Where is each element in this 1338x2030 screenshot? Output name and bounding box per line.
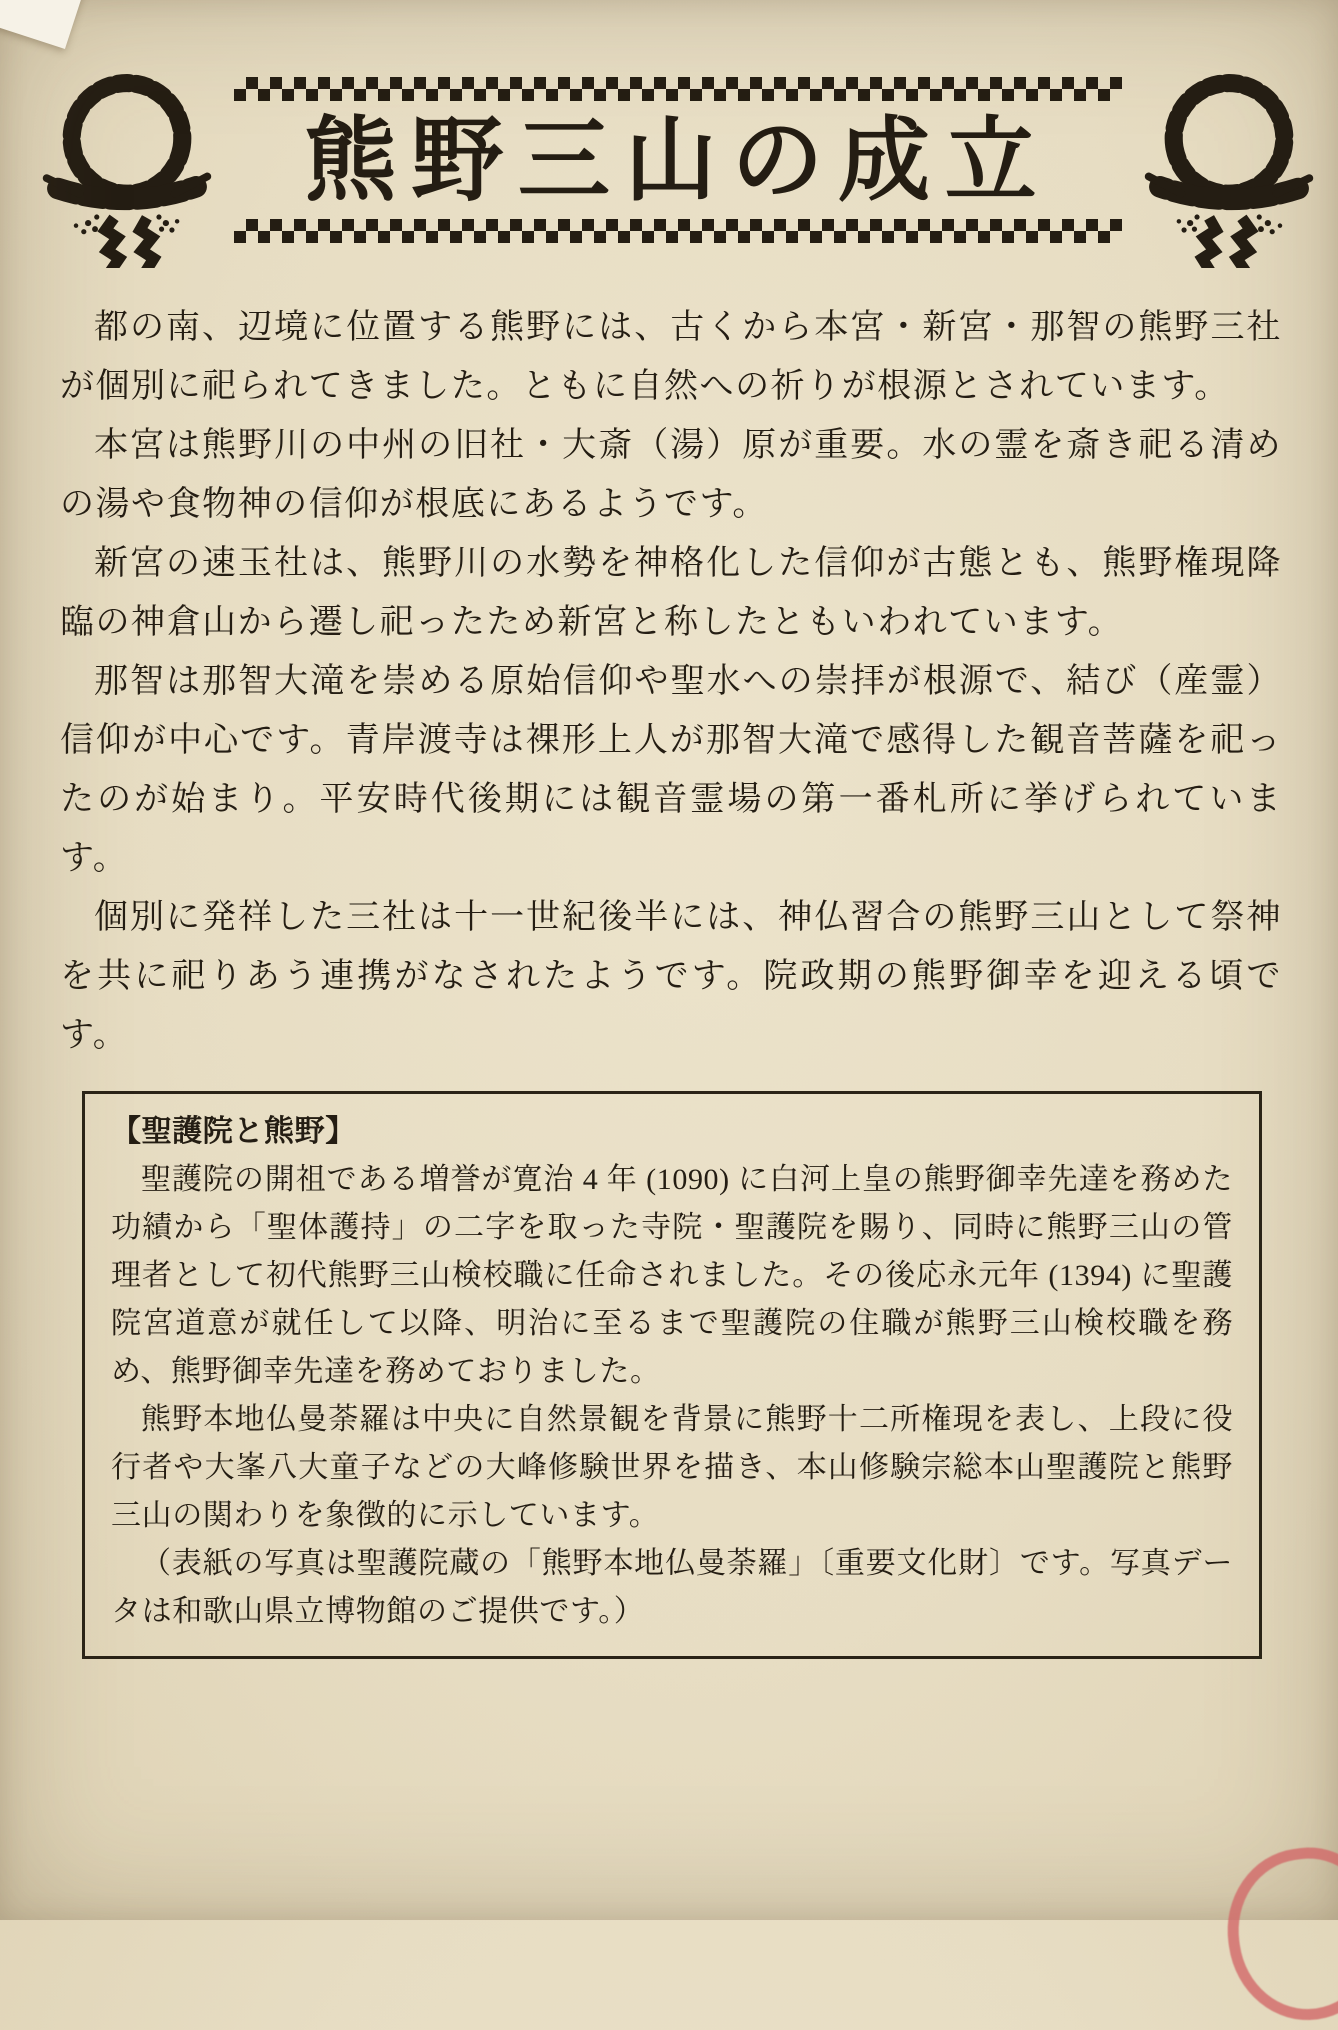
body-paragraph: 新宮の速玉社は、熊野川の水勢を神格化した信仰が古態とも、熊野権現降臨の神倉山から遷し祀ったため新宮と称したともいわれています。 — [60, 545, 1282, 641]
checker-border-bottom — [234, 219, 1122, 243]
note-box-paragraph: （表紙の写真は聖護院蔵の「熊野本地仏曼荼羅」〔重要文化財〕です。写真データは和歌山県立博物館のご提供です。） — [111, 1547, 1233, 1628]
note-box — [82, 1091, 1262, 1659]
shide-dots — [74, 214, 180, 234]
note-box-heading: 【聖護院と熊野】 — [111, 1115, 356, 1148]
body-paragraph: 本宮は熊野川の中州の旧社・大斎（湯）原が重要。水の霊を斎き祀る清めの湯や食物神の信仰が根底にあるようです。 — [60, 427, 1282, 523]
page-header — [0, 0, 1338, 268]
red-circle-mark — [1217, 1838, 1338, 2030]
body-text — [60, 298, 1282, 1065]
page-title: 熊野三山の成立 — [304, 110, 1052, 212]
shimenawa-rope-icon — [1138, 52, 1320, 268]
checker-border-top — [234, 77, 1122, 101]
body-paragraph: 個別に発祥した三社は十一世紀後半には、神仏習合の熊野三山として祭神を共に祀りあう連携がなされたようです。院政期の熊野御幸を迎える頃です。 — [60, 899, 1282, 1054]
note-box-paragraph: 熊野本地仏曼荼羅は中央に自然景観を背景に熊野十二所権現を表し、上段に役行者や大峯八大童子などの大峰修験世界を描き、本山修験宗総本山聖護院と熊野三山の関わりを象徴的に示しています。 — [111, 1403, 1233, 1532]
shimenawa-rope-icon — [36, 52, 218, 268]
shide-dots — [1177, 214, 1283, 234]
title-block — [224, 77, 1132, 243]
body-paragraph: 那智は那智大滝を崇める原始信仰や聖水への崇拝が根源で、結び（産霊）信仰が中心です。青岸渡寺は裸形上人が那智大滝で感得した観音菩薩を祀ったのが始まり。平安時代後期には観音霊場の第一番札所に挙げられています。 — [60, 663, 1282, 877]
note-box-paragraph: 聖護院の開祖である増誉が寛治 4 年 (1090) に白河上皇の熊野御幸先達を務めた功績から「聖体護持」の二字を取った寺院・聖護院を賜り、同時に熊野三山の管理者として初代熊野三山検校職に任命されました。その後応永元年 (1394) に聖護院宮道意が就任して以降、明治に至るまで聖護院の住職が熊野三山検校職を務め、熊野御幸先達を務めておりました。 — [111, 1163, 1233, 1388]
body-paragraph: 都の南、辺境に位置する熊野には、古くから本宮・新宮・那智の熊野三社が個別に祀られてきました。ともに自然への祈りが根源とされています。 — [60, 309, 1282, 405]
